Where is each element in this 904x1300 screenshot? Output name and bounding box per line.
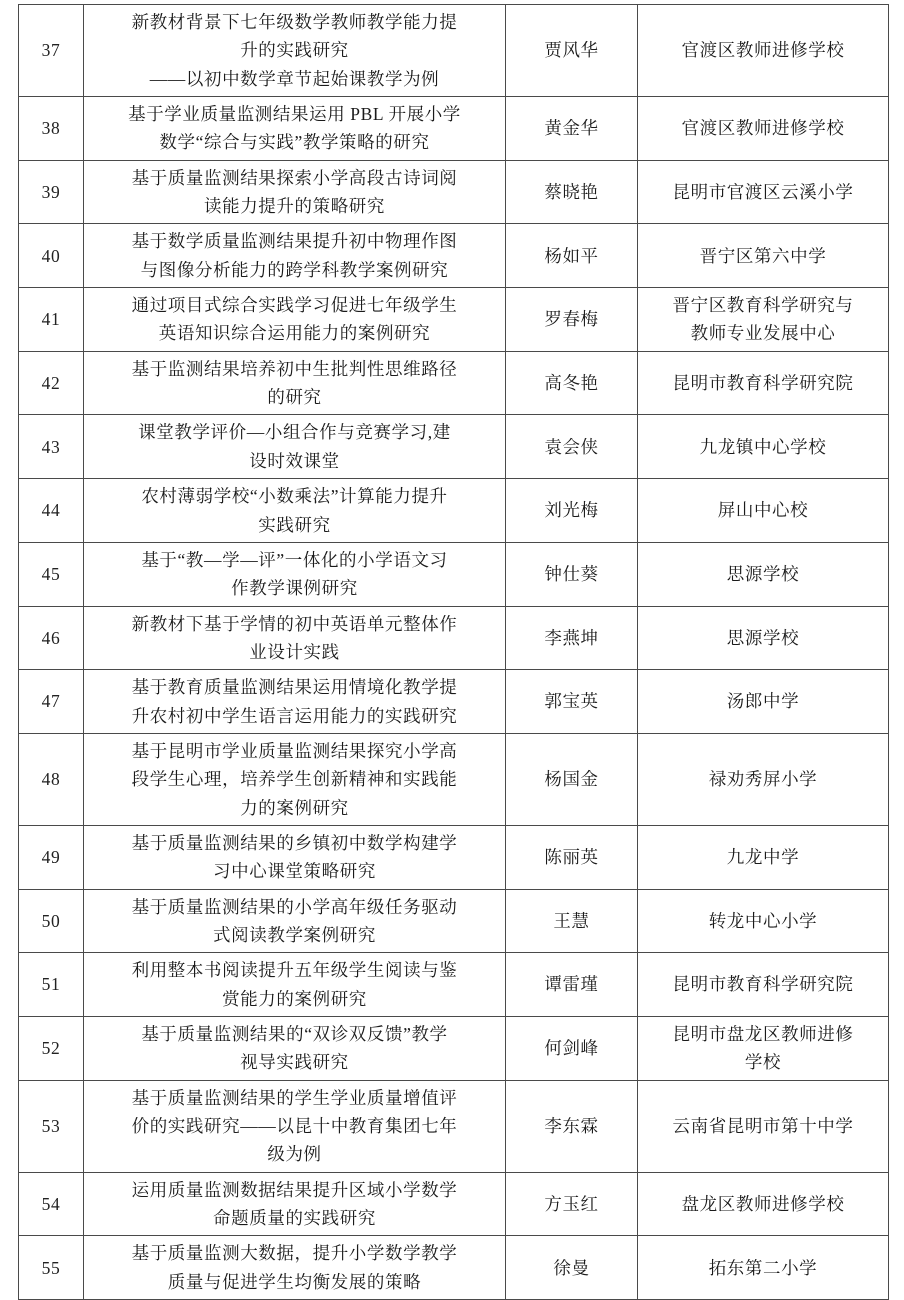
row-number-cell: 55 xyxy=(19,1236,84,1300)
project-title-cell xyxy=(84,5,506,97)
organization-cell xyxy=(638,97,889,161)
organization-cell xyxy=(638,1017,889,1081)
table-row xyxy=(19,606,889,670)
project-title-line: 级为例 xyxy=(267,1144,322,1165)
person-name-cell: 方玉红 xyxy=(506,1172,638,1236)
person-name-cell: 王慧 xyxy=(506,889,638,953)
project-title-line: 质量与促进学生均衡发展的策略 xyxy=(167,1271,422,1292)
project-title-line: 英语知识综合运用能力的案例研究 xyxy=(158,323,431,344)
project-title-line: 基于质量监测结果探索小学高段古诗词阅 xyxy=(131,167,458,188)
table-row xyxy=(19,479,889,543)
table-row xyxy=(19,5,889,97)
organization-cell xyxy=(638,1236,889,1300)
table-row xyxy=(19,889,889,953)
table-row xyxy=(19,953,889,1017)
person-name-cell: 何剑峰 xyxy=(506,1017,638,1081)
organization-line: 昆明市盘龙区教师进修 xyxy=(672,1024,854,1044)
person-name-cell: 郭宝英 xyxy=(506,670,638,734)
table-body xyxy=(19,5,889,1300)
organization-line: 屏山中心校 xyxy=(717,500,809,521)
organization-cell xyxy=(638,224,889,288)
row-number-cell: 41 xyxy=(19,288,84,352)
person-name-cell: 罗春梅 xyxy=(506,288,638,352)
person-name-cell: 高冬艳 xyxy=(506,351,638,415)
project-title-line: 基于质量监测大数据，提升小学数学教学 xyxy=(131,1243,458,1264)
table-row xyxy=(19,1172,889,1236)
organization-line: 云南省昆明市第十中学 xyxy=(672,1116,854,1137)
row-number-cell: 43 xyxy=(19,415,84,479)
organization-line: 思源学校 xyxy=(726,627,800,648)
table-row xyxy=(19,1080,889,1172)
organization-cell xyxy=(638,288,889,352)
row-number-cell: 37 xyxy=(19,5,84,97)
row-number-cell: 38 xyxy=(19,97,84,161)
table-row xyxy=(19,351,889,415)
organization-cell xyxy=(638,889,889,953)
project-title-cell xyxy=(84,1017,506,1081)
organization-cell xyxy=(638,542,889,606)
project-title-line: 基于“教—学—评”一体化的小学语文习 xyxy=(141,549,448,570)
project-title-cell xyxy=(84,288,506,352)
project-title-line: 业设计实践 xyxy=(249,641,340,662)
project-title-line: 基于教育质量监测结果运用情境化教学提 xyxy=(131,677,458,698)
organization-line: 九龙镇中心学校 xyxy=(699,436,827,457)
project-title-cell xyxy=(84,160,506,224)
row-number-cell: 46 xyxy=(19,606,84,670)
person-name-cell: 蔡晓艳 xyxy=(506,160,638,224)
table-row xyxy=(19,1017,889,1081)
project-title-cell xyxy=(84,825,506,889)
project-title-cell xyxy=(84,97,506,161)
organization-line: 学校 xyxy=(744,1052,782,1073)
project-title-line: 农村薄弱学校“小数乘法”计算能力提升 xyxy=(141,486,448,507)
table-container xyxy=(18,4,888,1300)
row-number-cell: 54 xyxy=(19,1172,84,1236)
project-title-line: 课堂教学评价—小组合作与竞赛学习,建 xyxy=(138,422,451,443)
person-name-cell: 杨国金 xyxy=(506,733,638,825)
table-row xyxy=(19,415,889,479)
organization-cell xyxy=(638,825,889,889)
row-number-cell: 42 xyxy=(19,351,84,415)
person-name-cell: 钟仕葵 xyxy=(506,542,638,606)
project-title-cell xyxy=(84,351,506,415)
organization-cell xyxy=(638,479,889,543)
row-number-cell: 40 xyxy=(19,224,84,288)
project-title-line: 新教材背景下七年级数学教师教学能力提 xyxy=(131,12,458,32)
organization-line: 昆明市官渡区云溪小学 xyxy=(672,181,854,202)
table-row xyxy=(19,733,889,825)
person-name-cell: 徐曼 xyxy=(506,1236,638,1300)
project-title-line: 基于数学质量监测结果提升初中物理作图 xyxy=(131,231,458,252)
project-title-line: 利用整本书阅读提升五年级学生阅读与鉴 xyxy=(131,960,458,981)
organization-cell xyxy=(638,670,889,734)
organization-line: 拓东第二小学 xyxy=(708,1257,818,1278)
project-title-line: 基于质量监测结果的小学高年级任务驱动 xyxy=(131,896,458,917)
organization-line: 盘龙区教师进修学校 xyxy=(681,1193,845,1214)
organization-line: 转龙中心小学 xyxy=(708,910,818,931)
project-title-line: 基于监测结果培养初中生批判性思维路径 xyxy=(131,358,458,379)
project-title-cell xyxy=(84,1172,506,1236)
project-title-line: 与图像分析能力的跨学科教学案例研究 xyxy=(140,259,449,280)
organization-line: 晋宁区第六中学 xyxy=(699,245,827,266)
project-title-cell xyxy=(84,953,506,1017)
person-name-cell: 谭雷瑾 xyxy=(506,953,638,1017)
project-title-line: 数学“综合与实践”教学策略的研究 xyxy=(159,132,430,153)
organization-line: 昆明市教育科学研究院 xyxy=(672,974,854,995)
project-title-cell xyxy=(84,606,506,670)
organization-cell xyxy=(638,953,889,1017)
project-title-line: 作教学课例研究 xyxy=(231,578,358,599)
person-name-cell: 贾风华 xyxy=(506,5,638,97)
row-number-cell: 39 xyxy=(19,160,84,224)
project-title-cell xyxy=(84,1236,506,1300)
organization-line: 昆明市教育科学研究院 xyxy=(672,372,854,393)
table-row xyxy=(19,97,889,161)
project-title-cell xyxy=(84,733,506,825)
organization-cell xyxy=(638,1172,889,1236)
row-number-cell: 47 xyxy=(19,670,84,734)
person-name-cell: 李燕坤 xyxy=(506,606,638,670)
organization-line: 官渡区教师进修学校 xyxy=(681,118,845,139)
project-title-line: 价的实践研究——以昆十中教育集团七年 xyxy=(131,1116,458,1137)
person-name-cell: 袁会侠 xyxy=(506,415,638,479)
table-row xyxy=(19,1236,889,1300)
project-title-line: 基于昆明市学业质量监测结果探究小学高 xyxy=(131,740,458,761)
project-title-line: 设时效课堂 xyxy=(249,450,340,471)
row-number-cell: 53 xyxy=(19,1080,84,1172)
project-title-cell xyxy=(84,670,506,734)
project-title-cell xyxy=(84,415,506,479)
table-row xyxy=(19,288,889,352)
person-name-cell: 黄金华 xyxy=(506,97,638,161)
person-name-cell: 杨如平 xyxy=(506,224,638,288)
project-title-line: 基于学业质量监测结果运用 PBL 开展小学 xyxy=(128,104,461,125)
person-name-cell: 李东霖 xyxy=(506,1080,638,1172)
organization-cell xyxy=(638,733,889,825)
organization-cell xyxy=(638,5,889,97)
organization-line: 教师专业发展中心 xyxy=(690,323,836,344)
organization-line: 禄劝秀屏小学 xyxy=(708,769,818,790)
project-title-line: 命题质量的实践研究 xyxy=(213,1208,376,1229)
row-number-cell: 51 xyxy=(19,953,84,1017)
row-number-cell: 44 xyxy=(19,479,84,543)
organization-cell xyxy=(638,1080,889,1172)
row-number-cell: 48 xyxy=(19,733,84,825)
project-title-line: 升的实践研究 xyxy=(240,40,349,61)
project-title-line: 式阅读教学案例研究 xyxy=(213,924,376,945)
project-title-cell xyxy=(84,542,506,606)
table-row xyxy=(19,224,889,288)
project-title-line: 习中心课堂策略研究 xyxy=(213,861,376,882)
project-title-cell xyxy=(84,224,506,288)
person-name-cell: 陈丽英 xyxy=(506,825,638,889)
project-title-line: 基于质量监测结果的学生学业质量增值评 xyxy=(131,1087,458,1108)
organization-line: 官渡区教师进修学校 xyxy=(681,40,845,61)
organization-line: 晋宁区教育科学研究与 xyxy=(672,295,854,316)
project-title-line: 读能力提升的策略研究 xyxy=(204,196,385,217)
row-number-cell: 50 xyxy=(19,889,84,953)
project-title-line: 实践研究 xyxy=(258,514,331,535)
organization-cell xyxy=(638,160,889,224)
table-row xyxy=(19,160,889,224)
project-title-line: 基于质量监测结果的乡镇初中数学构建学 xyxy=(131,832,458,853)
project-list-table xyxy=(18,4,889,1300)
project-title-line: 段学生心理，培养学生创新精神和实践能 xyxy=(131,769,458,790)
organization-cell xyxy=(638,606,889,670)
row-number-cell: 52 xyxy=(19,1017,84,1081)
organization-cell xyxy=(638,415,889,479)
project-title-line: 通过项目式综合实践学习促进七年级学生 xyxy=(131,295,458,316)
project-title-line: 基于质量监测结果的“双诊双反馈”教学 xyxy=(141,1024,448,1044)
project-title-cell xyxy=(84,479,506,543)
project-title-line: 新教材下基于学情的初中英语单元整体作 xyxy=(131,613,458,634)
project-title-cell xyxy=(84,889,506,953)
project-title-line: 的研究 xyxy=(267,387,322,408)
project-title-line: 力的案例研究 xyxy=(240,797,349,818)
row-number-cell: 49 xyxy=(19,825,84,889)
table-row xyxy=(19,670,889,734)
project-title-line: 运用质量监测数据结果提升区域小学数学 xyxy=(131,1179,458,1200)
person-name-cell: 刘光梅 xyxy=(506,479,638,543)
project-title-line: ——以初中数学章节起始课教学为例 xyxy=(149,68,440,89)
project-title-line: 赏能力的案例研究 xyxy=(222,988,367,1009)
row-number-cell: 45 xyxy=(19,542,84,606)
table-row xyxy=(19,825,889,889)
organization-line: 汤郎中学 xyxy=(726,691,800,712)
organization-line: 思源学校 xyxy=(726,564,800,585)
table-row xyxy=(19,542,889,606)
organization-line: 九龙中学 xyxy=(726,847,800,868)
project-title-cell xyxy=(84,1080,506,1172)
project-title-line: 升农村初中学生语言运用能力的实践研究 xyxy=(131,705,458,726)
organization-cell xyxy=(638,351,889,415)
project-title-line: 视导实践研究 xyxy=(240,1052,349,1073)
